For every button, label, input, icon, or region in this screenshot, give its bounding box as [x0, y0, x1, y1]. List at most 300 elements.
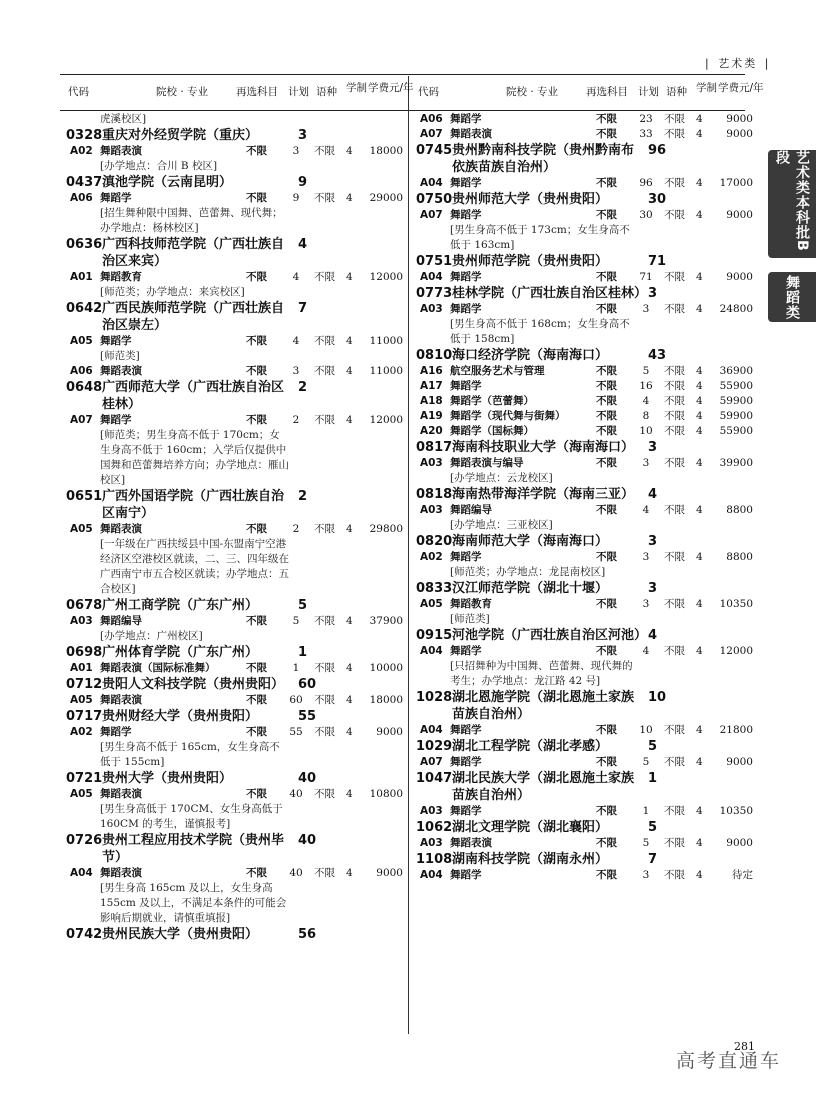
- major-name: 舞蹈学: [450, 869, 482, 881]
- major-row: [416, 112, 754, 127]
- major-subject: 不限: [246, 726, 267, 738]
- major-subject: 不限: [246, 335, 267, 347]
- major-language: 不限: [314, 145, 335, 157]
- major-subject: 不限: [596, 756, 617, 768]
- school-name: 广西科技师范学院（广西壮族自治区来宾）: [102, 237, 285, 269]
- major-subject: 不限: [596, 209, 617, 221]
- major-plan: 5: [642, 365, 650, 377]
- major-code: A04: [420, 724, 443, 736]
- school-row: [416, 285, 754, 302]
- major-years: 4: [346, 726, 353, 738]
- header-code: 代码: [68, 86, 89, 98]
- major-language: 不限: [314, 192, 335, 204]
- major-name: 舞蹈学: [450, 303, 482, 315]
- major-code: A17: [420, 380, 443, 392]
- major-plan: 5: [642, 837, 650, 849]
- major-code: A06: [420, 113, 443, 125]
- school-row: [416, 770, 754, 804]
- major-name: 舞蹈表演与编导: [450, 457, 524, 469]
- major-code: A05: [70, 335, 93, 347]
- header-subject: 再选科目: [236, 86, 278, 98]
- header-years: 学制: [696, 82, 717, 94]
- major-plan: 40: [289, 788, 303, 800]
- major-fee: 待定: [732, 869, 753, 881]
- major-fee: 39900: [719, 457, 753, 469]
- major-fee: 18000: [369, 694, 403, 706]
- major-plan: 1: [642, 805, 650, 817]
- major-fee: 18000: [369, 145, 403, 157]
- major-plan: 30: [639, 209, 653, 221]
- major-plan: 4: [642, 395, 650, 407]
- note-row: [办学地点：广州校区]: [100, 630, 203, 642]
- major-years: 4: [346, 145, 353, 157]
- major-language: 不限: [314, 615, 335, 627]
- major-code: A07: [70, 414, 93, 426]
- school-row: [66, 644, 404, 661]
- major-subject: 不限: [596, 457, 617, 469]
- note-row: [男生身高不低于 168cm；女生身高不低于 158cm]: [450, 318, 630, 345]
- note-row: [男生身高不低于 173cm；女生身高不低于 163cm]: [450, 224, 630, 251]
- major-plan: 23: [639, 113, 653, 125]
- major-language: 不限: [314, 694, 335, 706]
- note-row: [男生身高低于 170CM、女生身高低于 160CM 的考生，谨慎报考]: [100, 803, 283, 830]
- note-row: [师范类]: [450, 613, 490, 625]
- major-row: [416, 176, 754, 191]
- major-name: 舞蹈学: [100, 335, 132, 347]
- school-row: [416, 253, 754, 270]
- school-row: [66, 127, 404, 144]
- major-name: 舞蹈编导: [450, 504, 492, 516]
- school-plan: 5: [648, 739, 658, 754]
- school-plan: 3: [298, 128, 308, 143]
- major-subject: 不限: [246, 523, 267, 535]
- major-code: A02: [70, 726, 93, 738]
- major-plan: 10: [639, 724, 653, 736]
- major-row: [416, 804, 754, 819]
- school-plan: 3: [648, 581, 658, 596]
- major-subject: 不限: [246, 662, 267, 674]
- major-language: 不限: [664, 365, 685, 377]
- major-language: 不限: [664, 869, 685, 881]
- major-subject: 不限: [596, 425, 617, 437]
- major-name: 舞蹈学: [450, 645, 482, 657]
- major-row: [416, 836, 754, 851]
- school-code: 0745: [416, 143, 453, 158]
- school-name: 湖北民族大学（湖北恩施土家族苗族自治州）: [452, 771, 635, 803]
- major-plan: 3: [642, 551, 650, 563]
- school-plan: 71: [648, 254, 667, 269]
- major-plan: 4: [642, 645, 650, 657]
- major-language: 不限: [664, 380, 685, 392]
- major-code: A05: [420, 598, 443, 610]
- school-code: 0636: [66, 237, 103, 252]
- major-fee: 59900: [719, 410, 753, 422]
- school-name: 贵州民族大学（贵州贵阳）: [102, 927, 259, 942]
- major-fee: 29800: [369, 523, 403, 535]
- major-language: 不限: [664, 457, 685, 469]
- major-years: 4: [696, 410, 703, 422]
- major-plan: 3: [642, 869, 650, 881]
- major-subject: 不限: [596, 598, 617, 610]
- major-name: 舞蹈表演: [450, 128, 492, 140]
- major-fee: 11000: [369, 365, 403, 377]
- school-plan: 40: [298, 833, 317, 848]
- school-name: 贵州师范学院（贵州贵阳）: [452, 254, 609, 269]
- major-name: 舞蹈表演: [100, 694, 142, 706]
- major-language: 不限: [664, 504, 685, 516]
- major-plan: 4: [292, 335, 300, 347]
- major-code: A06: [70, 365, 93, 377]
- major-fee: 24800: [719, 303, 753, 315]
- school-code: 0751: [416, 254, 453, 269]
- school-row: [416, 627, 754, 644]
- major-language: 不限: [664, 756, 685, 768]
- major-code: A01: [70, 271, 93, 283]
- major-fee: 55900: [719, 425, 753, 437]
- major-fee: 55900: [719, 380, 753, 392]
- major-row: [416, 409, 754, 424]
- major-plan: 9: [292, 192, 300, 204]
- side-tab-batch[interactable]: 艺术类本科批B段: [768, 150, 816, 258]
- header-fee: 学费元/年: [718, 82, 764, 94]
- major-years: 4: [346, 662, 353, 674]
- column-divider: [408, 76, 409, 1034]
- major-language: 不限: [314, 335, 335, 347]
- note-row: [师范类]: [100, 350, 140, 362]
- major-language: 不限: [314, 662, 335, 674]
- major-name: 舞蹈学（国标舞）: [450, 425, 534, 437]
- major-subject: 不限: [596, 113, 617, 125]
- note-row: [只招舞种为中国舞、芭蕾舞、现代舞的考生；办学地点：龙江路 42 号]: [450, 660, 633, 687]
- school-code: 0648: [66, 380, 103, 395]
- school-row: [416, 142, 754, 176]
- major-years: 4: [346, 271, 353, 283]
- major-plan: 60: [289, 694, 303, 706]
- major-years: 4: [346, 867, 353, 879]
- school-plan: 60: [298, 677, 317, 692]
- major-row: [66, 364, 404, 379]
- major-subject: 不限: [596, 365, 617, 377]
- major-name: 舞蹈表演（国际标准舞）: [100, 662, 216, 674]
- major-subject: 不限: [596, 837, 617, 849]
- school-plan: 7: [648, 852, 658, 867]
- note-row: [招生舞种限中国舞、芭蕾舞、现代舞；办学地点：杨林校区]: [100, 207, 283, 234]
- header-fee: 学费元/年: [368, 82, 414, 94]
- major-fee: 8800: [726, 551, 753, 563]
- major-row: [416, 270, 754, 285]
- major-plan: 5: [292, 615, 300, 627]
- major-years: 4: [696, 869, 703, 881]
- major-code: A05: [70, 694, 93, 706]
- major-language: 不限: [314, 867, 335, 879]
- major-code: A04: [420, 869, 443, 881]
- school-plan: 4: [298, 237, 308, 252]
- watermark: 高考直通车: [676, 1050, 782, 1072]
- major-code: A04: [70, 867, 93, 879]
- left-column: [66, 0, 414, 1100]
- major-language: 不限: [664, 724, 685, 736]
- major-row: [416, 456, 754, 471]
- major-fee: 10350: [719, 805, 753, 817]
- major-years: 4: [696, 756, 703, 768]
- major-code: A04: [420, 177, 443, 189]
- major-plan: 8: [642, 410, 650, 422]
- major-years: 4: [346, 335, 353, 347]
- school-row: [66, 488, 404, 522]
- major-row: [416, 550, 754, 565]
- header-plan: 计划: [288, 86, 309, 98]
- major-subject: 不限: [596, 410, 617, 422]
- school-code: 0820: [416, 534, 453, 549]
- major-code: A02: [70, 145, 93, 157]
- note-row: [男生身高不低于 165cm，女生身高不低于 155cm]: [100, 741, 280, 768]
- school-row: [416, 486, 754, 503]
- school-name: 广州体育学院（广东广州）: [102, 645, 259, 660]
- school-plan: 9: [298, 175, 308, 190]
- header-name: 院校 · 专业: [156, 86, 209, 98]
- school-code: 0437: [66, 175, 103, 190]
- major-code: A07: [420, 756, 443, 768]
- major-plan: 3: [642, 598, 650, 610]
- major-code: A03: [420, 805, 443, 817]
- major-subject: 不限: [246, 788, 267, 800]
- school-name: 海南科技职业大学（海南海口）: [452, 440, 635, 455]
- major-language: 不限: [314, 523, 335, 535]
- major-plan: 2: [292, 523, 300, 535]
- major-plan: 71: [639, 271, 653, 283]
- major-years: 4: [696, 303, 703, 315]
- major-fee: 36900: [719, 365, 753, 377]
- school-row: [416, 191, 754, 208]
- major-subject: 不限: [596, 645, 617, 657]
- major-fee: 10350: [719, 598, 753, 610]
- major-fee: 12000: [369, 271, 403, 283]
- major-years: 4: [696, 425, 703, 437]
- major-row: [416, 394, 754, 409]
- major-name: 舞蹈学（芭蕾舞）: [450, 395, 534, 407]
- major-row: [66, 866, 404, 881]
- major-plan: 10: [639, 425, 653, 437]
- major-fee: 9000: [726, 128, 753, 140]
- major-subject: 不限: [596, 504, 617, 516]
- major-row: [416, 127, 754, 142]
- major-years: 4: [696, 271, 703, 283]
- major-row: [66, 413, 404, 428]
- major-plan: 3: [642, 457, 650, 469]
- school-plan: 56: [298, 927, 317, 942]
- left-rows: [66, 112, 404, 943]
- major-subject: 不限: [596, 128, 617, 140]
- school-code: 0678: [66, 598, 103, 613]
- major-plan: 5: [642, 756, 650, 768]
- major-name: 舞蹈表演: [100, 145, 142, 157]
- major-language: 不限: [664, 551, 685, 563]
- school-name: 海南热带海洋学院（海南三亚）: [452, 487, 635, 502]
- school-name: 海口经济学院（海南海口）: [452, 348, 609, 363]
- major-fee: 8800: [726, 504, 753, 516]
- major-code: A19: [420, 410, 443, 422]
- note-row: [办学地点：云龙校区]: [450, 472, 553, 484]
- school-code: 0810: [416, 348, 453, 363]
- major-fee: 59900: [719, 395, 753, 407]
- major-language: 不限: [664, 271, 685, 283]
- major-row: [416, 208, 754, 223]
- major-language: 不限: [314, 365, 335, 377]
- category-tag: | 艺术类 |: [705, 57, 771, 70]
- major-name: 航空服务艺术与管理: [450, 365, 545, 377]
- major-fee: 12000: [369, 414, 403, 426]
- school-code: 0717: [66, 709, 103, 724]
- column-header: [416, 82, 764, 110]
- major-row: [66, 144, 404, 159]
- school-plan: 2: [298, 489, 308, 504]
- school-name: 汉江师范学院（湖北十堰）: [452, 581, 609, 596]
- note-row: [办学地点：三亚校区]: [450, 519, 553, 531]
- major-fee: 17000: [719, 177, 753, 189]
- major-fee: 10800: [369, 788, 403, 800]
- school-name: 广西外国语学院（广西壮族自治区南宁）: [102, 489, 285, 521]
- major-fee: 29000: [369, 192, 403, 204]
- school-name: 湖北恩施学院（湖北恩施土家族苗族自治州）: [452, 690, 635, 722]
- school-code: 0818: [416, 487, 453, 502]
- major-code: A05: [70, 788, 93, 800]
- major-years: 4: [346, 788, 353, 800]
- major-fee: 21800: [719, 724, 753, 736]
- major-fee: 9000: [376, 726, 403, 738]
- school-name: 滇池学院（云南昆明）: [102, 175, 233, 190]
- major-row: [66, 661, 404, 676]
- school-plan: 4: [648, 628, 658, 643]
- major-name: 舞蹈学: [450, 113, 482, 125]
- major-code: A03: [420, 457, 443, 469]
- major-fee: 37900: [369, 615, 403, 627]
- major-subject: 不限: [596, 303, 617, 315]
- header-years: 学制: [346, 82, 367, 94]
- major-plan: 55: [289, 726, 303, 738]
- school-plan: 96: [648, 143, 667, 158]
- major-name: 舞蹈学: [450, 209, 482, 221]
- major-language: 不限: [314, 271, 335, 283]
- major-code: A03: [420, 837, 443, 849]
- school-plan: 43: [648, 348, 667, 363]
- major-language: 不限: [314, 726, 335, 738]
- major-name: 舞蹈表演: [100, 365, 142, 377]
- major-name: 舞蹈表演: [100, 867, 142, 879]
- major-fee: 9000: [376, 867, 403, 879]
- major-subject: 不限: [246, 192, 267, 204]
- major-row: [416, 723, 754, 738]
- major-row: [66, 270, 404, 285]
- school-row: [66, 379, 404, 413]
- major-fee: 9000: [726, 756, 753, 768]
- school-name: 河池学院（广西壮族自治区河池）: [452, 628, 648, 643]
- major-row: [416, 597, 754, 612]
- major-name: 舞蹈表演: [450, 837, 492, 849]
- major-row: [416, 868, 754, 883]
- major-language: 不限: [314, 788, 335, 800]
- major-row: [66, 614, 404, 629]
- major-subject: 不限: [596, 271, 617, 283]
- school-plan: 5: [648, 820, 658, 835]
- school-row: [416, 689, 754, 723]
- major-row: [66, 522, 404, 537]
- school-plan: 7: [298, 301, 308, 316]
- major-subject: 不限: [596, 869, 617, 881]
- major-subject: 不限: [596, 551, 617, 563]
- major-language: 不限: [664, 209, 685, 221]
- major-subject: 不限: [246, 365, 267, 377]
- major-years: 4: [346, 694, 353, 706]
- school-plan: 40: [298, 771, 317, 786]
- side-tab-dance[interactable]: 舞蹈类: [768, 272, 816, 322]
- school-row: [416, 738, 754, 755]
- school-plan: 30: [648, 192, 667, 207]
- school-name: 贵州黔南科技学院（贵州黔南布依族苗族自治州）: [452, 143, 635, 175]
- major-plan: 4: [642, 504, 650, 516]
- major-plan: 3: [292, 365, 300, 377]
- school-name: 海南师范大学（海南海口）: [452, 534, 609, 549]
- major-name: 舞蹈表演: [100, 788, 142, 800]
- school-row: [66, 300, 404, 334]
- school-name: 贵州大学（贵州贵阳）: [102, 771, 233, 786]
- major-name: 舞蹈学: [450, 724, 482, 736]
- school-plan: 3: [648, 286, 658, 301]
- school-code: 1062: [416, 820, 453, 835]
- major-years: 4: [696, 113, 703, 125]
- school-plan: 2: [298, 380, 308, 395]
- school-name: 广西民族师范学院（广西壮族自治区崇左）: [102, 301, 285, 333]
- school-plan: 10: [648, 690, 667, 705]
- major-code: A20: [420, 425, 443, 437]
- major-name: 舞蹈学: [450, 805, 482, 817]
- major-plan: 16: [639, 380, 653, 392]
- school-plan: 55: [298, 709, 317, 724]
- major-row: [416, 644, 754, 659]
- page-number: 281: [734, 1040, 755, 1053]
- major-row: [416, 379, 754, 394]
- header-subject: 再选科目: [586, 86, 628, 98]
- major-subject: 不限: [246, 145, 267, 157]
- major-row: [66, 787, 404, 802]
- major-fee: 12000: [719, 645, 753, 657]
- school-code: 0698: [66, 645, 103, 660]
- note-row: [办学地点：合川 B 校区]: [100, 160, 218, 172]
- major-row: [416, 755, 754, 770]
- major-row: [66, 693, 404, 708]
- header-language: 语种: [666, 86, 687, 98]
- major-name: 舞蹈教育: [100, 271, 142, 283]
- major-fee: 10000: [369, 662, 403, 674]
- major-code: A07: [420, 128, 443, 140]
- major-name: 舞蹈表演: [100, 523, 142, 535]
- major-name: 舞蹈学: [450, 271, 482, 283]
- school-row: [416, 533, 754, 550]
- major-row: [416, 424, 754, 439]
- school-plan: 1: [648, 771, 658, 786]
- major-plan: 40: [289, 867, 303, 879]
- major-code: A03: [70, 615, 93, 627]
- major-years: 4: [696, 128, 703, 140]
- major-language: 不限: [664, 113, 685, 125]
- school-code: 1047: [416, 771, 453, 786]
- school-row: [416, 851, 754, 868]
- major-name: 舞蹈学: [450, 551, 482, 563]
- major-plan: 4: [292, 271, 300, 283]
- right-rows: [416, 112, 754, 883]
- major-years: 4: [696, 209, 703, 221]
- school-row: [66, 174, 404, 191]
- major-plan: 3: [642, 303, 650, 315]
